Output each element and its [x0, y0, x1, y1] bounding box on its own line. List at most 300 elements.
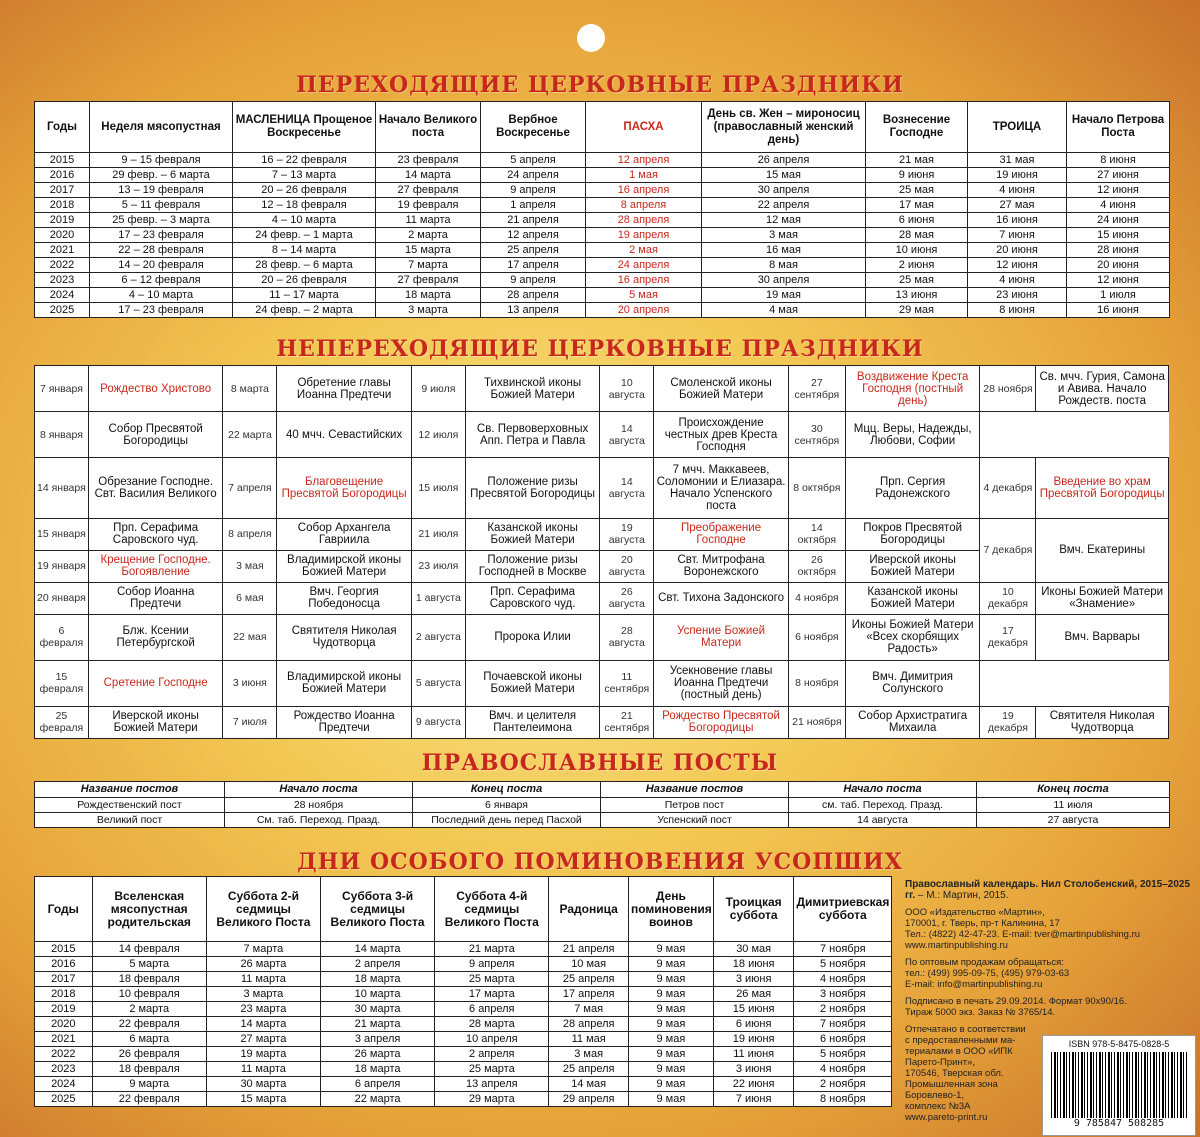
commemoration-cell: 26 мая: [713, 987, 794, 1002]
commemoration-cell: 2 апреля: [320, 957, 434, 972]
feast-date: 10 декабря: [980, 582, 1036, 614]
feast-date: 15 февраля: [35, 660, 89, 706]
feast-name: Введение во храм Пресвятой Богородицы: [1036, 458, 1169, 518]
feast-date: 11 сентября: [600, 660, 654, 706]
commemoration-cell: 2 ноября: [794, 1002, 892, 1017]
movable-cell: 15 марта: [376, 243, 481, 258]
commemoration-cell: 25 апреля: [549, 1062, 629, 1077]
movable-cell: 2021: [35, 243, 90, 258]
movable-cell: 2023: [35, 273, 90, 288]
feast-date: 14 октября: [788, 518, 845, 550]
movable-cell: 24 апреля: [481, 168, 586, 183]
commemoration-cell: 10 мая: [549, 957, 629, 972]
publisher-line: По оптовым продажам обращаться:: [905, 957, 1064, 968]
movable-cell: 4 июня: [968, 183, 1067, 198]
commemoration-header-cell: Димитриевская суббота: [794, 877, 892, 942]
commemoration-cell: 22 февраля: [92, 1092, 206, 1107]
feast-date: 1 августа: [411, 582, 465, 614]
feast-name: Покров Пресвятой Богородицы: [845, 518, 980, 550]
commemoration-cell: 7 ноября: [794, 942, 892, 957]
commemoration-header-cell: Троицкая суббота: [713, 877, 794, 942]
feast-name: Сретение Господне: [88, 660, 223, 706]
commemoration-cell: 14 марта: [206, 1017, 320, 1032]
feast-name: Собор Архистратига Михаила: [845, 706, 980, 738]
movable-cell: 5 – 11 февраля: [90, 198, 233, 213]
fasts-cell: 6 января: [413, 798, 601, 813]
movable-cell: 18 марта: [376, 288, 481, 303]
movable-cell: 6 июня: [866, 213, 968, 228]
fasts-cell: Рождественский пост: [35, 798, 225, 813]
commemoration-cell: 9 мая: [628, 1047, 713, 1062]
commemoration-cell: 2017: [35, 972, 93, 987]
fixed-feasts-table: [34, 365, 1169, 739]
feast-name: 40 мчч. Севастийских: [277, 412, 412, 458]
feast-name: Происхождение честных древ Креста Господня: [654, 412, 789, 458]
feast-date: 30 сентября: [788, 412, 845, 458]
movable-header-cell: МАСЛЕНИЦА Прощеное Воскресенье: [233, 102, 376, 153]
table-row: [35, 228, 1170, 243]
commemoration-header-cell: Годы: [35, 877, 93, 942]
fasts-header-cell: Начало поста: [789, 782, 977, 798]
commemoration-cell: 6 апреля: [435, 1002, 549, 1017]
movable-header-cell: Вербное Воскресенье: [481, 102, 586, 153]
table-row: [35, 518, 1169, 550]
movable-cell: 11 – 17 марта: [233, 288, 376, 303]
movable-cell: 19 февраля: [376, 198, 481, 213]
table-row: [35, 1077, 892, 1092]
commemoration-cell: 22 июня: [713, 1077, 794, 1092]
feast-name: Свт. Митрофана Воронежского: [654, 550, 789, 582]
commemoration-header-cell: День поминовения воинов: [628, 877, 713, 942]
commemoration-cell: 21 марта: [435, 942, 549, 957]
table-row: [35, 366, 1169, 412]
barcode-digits: 9 785847 508285: [1073, 1118, 1165, 1129]
commemoration-cell: 4 ноября: [794, 972, 892, 987]
feast-name: Собор Иоанна Предтечи: [88, 582, 223, 614]
publisher-line: Парето-Принт»,: [905, 1057, 975, 1068]
feast-name: Обрезание Господне. Свт. Василия Великого: [88, 458, 223, 518]
fasts-cell: 14 августа: [789, 813, 977, 828]
movable-cell: 16 – 22 февраля: [233, 153, 376, 168]
feast-name: Иконы Божией Матери «Всех скорбящих Радость»: [845, 614, 980, 660]
movable-cell: 27 февраля: [376, 273, 481, 288]
commemoration-cell: 10 февраля: [92, 987, 206, 1002]
table-row: [35, 987, 892, 1002]
movable-cell: 24 апреля: [586, 258, 702, 273]
feast-date: 21 сентября: [600, 706, 654, 738]
movable-cell: 12 апреля: [481, 228, 586, 243]
movable-cell: 21 мая: [866, 153, 968, 168]
movable-cell: 29 февр. – 6 марта: [90, 168, 233, 183]
commemoration-cell: 5 марта: [92, 957, 206, 972]
feast-date: 4 декабря: [980, 458, 1036, 518]
feast-date: 7 января: [35, 366, 89, 412]
isbn-number: ISBN 978-5-8475-0828-5: [1068, 1039, 1170, 1049]
table-row: [35, 1002, 892, 1017]
feast-date: 2 августа: [411, 614, 465, 660]
feast-date: 12 июля: [411, 412, 465, 458]
table-row: [35, 1032, 892, 1047]
table-row: [35, 258, 1170, 273]
movable-cell: 20 апреля: [586, 303, 702, 318]
commemoration-header-cell: Суббота 3-й седмицы Великого Поста: [320, 877, 434, 942]
movable-cell: 24 февр. – 1 марта: [233, 228, 376, 243]
commemoration-cell: 3 марта: [206, 987, 320, 1002]
feast-date: 21 ноября: [788, 706, 845, 738]
commemoration-cell: 3 ноября: [794, 987, 892, 1002]
movable-header-cell: Начало Петрова Поста: [1067, 102, 1170, 153]
feast-name: Казанской иконы Божией Матери: [845, 582, 980, 614]
feast-name: Усекновение главы Иоанна Предтечи (постный день): [654, 660, 789, 706]
publisher-line: ООО «Издательство «Мартин»,: [905, 907, 1045, 918]
publisher-line: тел.: (499) 995-09-75, (495) 979-03-63: [905, 968, 1070, 979]
movable-cell: 10 июня: [866, 243, 968, 258]
commemoration-cell: 23 марта: [206, 1002, 320, 1017]
commemoration-cell: 18 марта: [320, 1062, 434, 1077]
commemoration-cell: 3 июня: [713, 1062, 794, 1077]
feast-name: Прп. Серафима Саровского чуд.: [88, 518, 223, 550]
movable-cell: 11 марта: [376, 213, 481, 228]
movable-cell: 24 февр. – 2 марта: [233, 303, 376, 318]
feast-name: Положение ризы Господней в Москве: [465, 550, 600, 582]
table-row: [35, 458, 1169, 518]
feast-date: 15 июля: [411, 458, 465, 518]
movable-cell: 3 марта: [376, 303, 481, 318]
movable-cell: 30 апреля: [702, 273, 866, 288]
feast-name: Вмч. Екатерины: [1036, 518, 1169, 582]
feast-date: 21 июля: [411, 518, 465, 550]
feast-name: Казанской иконы Божией Матери: [465, 518, 600, 550]
fasts-cell: 27 августа: [977, 813, 1170, 828]
fasts-header-cell: Конец поста: [413, 782, 601, 798]
publisher-line: Подписано в печать 29.09.2014. Формат 90х90/16.: [905, 996, 1127, 1007]
commemoration-cell: 9 мая: [628, 1077, 713, 1092]
movable-header-cell: День св. Жен – мироносиц (православный женский день): [702, 102, 866, 153]
feast-name: Мцц. Веры, Надежды, Любови, Софии: [845, 412, 980, 458]
movable-cell: 25 мая: [866, 273, 968, 288]
table-row: [35, 198, 1170, 213]
movable-cell: 2017: [35, 183, 90, 198]
movable-cell: 16 апреля: [586, 273, 702, 288]
commemoration-cell: 27 марта: [206, 1032, 320, 1047]
publisher-line: 170546, Тверская обл.: [905, 1068, 1004, 1079]
commemoration-table: [34, 876, 892, 1107]
fasts-cell: См. таб. Переход. Празд.: [225, 813, 413, 828]
fasts-header-cell: Начало поста: [225, 782, 413, 798]
feast-date: 8 марта: [223, 366, 277, 412]
movable-cell: 13 апреля: [481, 303, 586, 318]
fasts-cell: Петров пост: [601, 798, 789, 813]
commemoration-cell: 9 мая: [628, 1002, 713, 1017]
feast-name: Иверской иконы Божией Матери: [845, 550, 980, 582]
movable-cell: 2019: [35, 213, 90, 228]
commemoration-cell: 4 ноября: [794, 1062, 892, 1077]
table-row: [35, 957, 892, 972]
commemoration-cell: 11 мая: [549, 1032, 629, 1047]
feast-date: 23 июля: [411, 550, 465, 582]
table-row: [35, 614, 1169, 660]
feast-name: Благовещение Пресвятой Богородицы: [277, 458, 412, 518]
feast-date: 19 января: [35, 550, 89, 582]
feast-name: Прп. Сергия Радонежского: [845, 458, 980, 518]
publisher-line: Боровлево-1,: [905, 1090, 965, 1101]
table-row: [35, 1062, 892, 1077]
movable-cell: 8 мая: [702, 258, 866, 273]
commemoration-cell: 7 ноября: [794, 1017, 892, 1032]
movable-cell: 8 июня: [968, 303, 1067, 318]
commemoration-cell: 28 апреля: [549, 1017, 629, 1032]
commemoration-cell: 18 февраля: [92, 1062, 206, 1077]
table-row: [35, 412, 1169, 458]
commemoration-cell: 11 марта: [206, 972, 320, 987]
movable-cell: 27 февраля: [376, 183, 481, 198]
fasts-header-cell: Название постов: [601, 782, 789, 798]
commemoration-cell: 2020: [35, 1017, 93, 1032]
movable-cell: 15 мая: [702, 168, 866, 183]
feast-date: 20 августа: [600, 550, 654, 582]
movable-cell: 12 апреля: [586, 153, 702, 168]
movable-cell: 4 – 10 марта: [233, 213, 376, 228]
feast-name: Рождество Пресвятой Богородицы: [654, 706, 789, 738]
commemoration-cell: 9 апреля: [435, 957, 549, 972]
commemoration-cell: 6 июня: [713, 1017, 794, 1032]
movable-cell: 20 – 26 февраля: [233, 183, 376, 198]
feast-date: 6 февраля: [35, 614, 89, 660]
movable-header-cell: ПАСХА: [586, 102, 702, 153]
feast-name: Владимирской иконы Божией Матери: [277, 660, 412, 706]
feast-name: Св. мчч. Гурия, Самона и Авива. Начало Рождеств. поста: [1036, 366, 1169, 412]
movable-cell: 31 мая: [968, 153, 1067, 168]
commemoration-title: ДНИ ОСОБОГО ПОМИНОВЕНИЯ УСОПШИХ: [297, 849, 903, 875]
feast-date: 5 августа: [411, 660, 465, 706]
movable-cell: 26 апреля: [702, 153, 866, 168]
movable-cell: 3 мая: [702, 228, 866, 243]
commemoration-cell: 7 мая: [549, 1002, 629, 1017]
fasts-cell: 28 ноября: [225, 798, 413, 813]
movable-cell: 2018: [35, 198, 90, 213]
movable-cell: 8 июня: [1067, 153, 1170, 168]
fasts-cell: Последний день перед Пасхой: [413, 813, 601, 828]
feast-date: 8 ноября: [788, 660, 845, 706]
feast-date: 25 февраля: [35, 706, 89, 738]
movable-cell: 15 июня: [1067, 228, 1170, 243]
feast-date: 3 июня: [223, 660, 277, 706]
table-row: [35, 153, 1170, 168]
commemoration-cell: 7 марта: [206, 942, 320, 957]
commemoration-cell: 2 ноября: [794, 1077, 892, 1092]
feast-name: 7 мчч. Маккавеев, Соломонии и Елиазара. Начало Успенского поста: [654, 458, 789, 518]
table-row: [35, 243, 1170, 258]
feast-date: 7 июля: [223, 706, 277, 738]
table-row: [35, 798, 1170, 813]
commemoration-cell: 2019: [35, 1002, 93, 1017]
commemoration-cell: 21 апреля: [549, 942, 629, 957]
movable-cell: 9 – 15 февраля: [90, 153, 233, 168]
movable-cell: 8 – 14 марта: [233, 243, 376, 258]
commemoration-cell: 5 ноября: [794, 1047, 892, 1062]
commemoration-cell: 25 апреля: [549, 972, 629, 987]
hanging-hole: [577, 24, 605, 52]
fasts-table: [34, 781, 1170, 828]
commemoration-cell: 28 марта: [435, 1017, 549, 1032]
commemoration-cell: 3 апреля: [320, 1032, 434, 1047]
commemoration-cell: 2 апреля: [435, 1047, 549, 1062]
commemoration-cell: 26 февраля: [92, 1047, 206, 1062]
table-row: [35, 288, 1170, 303]
commemoration-cell: 22 февраля: [92, 1017, 206, 1032]
movable-cell: 2016: [35, 168, 90, 183]
commemoration-cell: 14 мая: [549, 1077, 629, 1092]
movable-cell: 16 июня: [968, 213, 1067, 228]
movable-cell: 19 мая: [702, 288, 866, 303]
commemoration-cell: 14 февраля: [92, 942, 206, 957]
movable-header-cell: Начало Великого поста: [376, 102, 481, 153]
feast-name: Прп. Серафима Саровского чуд.: [465, 582, 600, 614]
isbn-barcode: [1042, 1035, 1196, 1136]
movable-header-cell: Годы: [35, 102, 90, 153]
commemoration-cell: 17 апреля: [549, 987, 629, 1002]
feast-name: Крещение Господне. Богоявление: [88, 550, 223, 582]
publisher-line: Отпечатано в соответствии с предоставленными ма-: [905, 1024, 1026, 1046]
movable-cell: 17 апреля: [481, 258, 586, 273]
movable-cell: 1 мая: [586, 168, 702, 183]
commemoration-cell: 9 мая: [628, 1017, 713, 1032]
movable-cell: 7 – 13 марта: [233, 168, 376, 183]
feast-date: 17 декабря: [980, 614, 1036, 660]
feast-name: Святителя Николая Чудотворца: [277, 614, 412, 660]
commemoration-cell: 26 марта: [206, 957, 320, 972]
feast-date: 6 мая: [223, 582, 277, 614]
movable-cell: 5 апреля: [481, 153, 586, 168]
commemoration-cell: 2022: [35, 1047, 93, 1062]
movable-cell: 22 – 28 февраля: [90, 243, 233, 258]
feast-name: Смоленской иконы Божией Матери: [654, 366, 789, 412]
commemoration-header-cell: Суббота 4-й седмицы Великого Поста: [435, 877, 549, 942]
movable-cell: 12 – 18 февраля: [233, 198, 376, 213]
commemoration-cell: 9 мая: [628, 987, 713, 1002]
feast-name: Владимирской иконы Божией Матери: [277, 550, 412, 582]
movable-cell: 7 марта: [376, 258, 481, 273]
movable-cell: 17 – 23 февраля: [90, 228, 233, 243]
commemoration-cell: 18 марта: [320, 972, 434, 987]
movable-cell: 16 апреля: [586, 183, 702, 198]
commemoration-cell: 10 апреля: [435, 1032, 549, 1047]
commemoration-cell: 11 июня: [713, 1047, 794, 1062]
movable-cell: 6 – 12 февраля: [90, 273, 233, 288]
movable-cell: 25 февр. – 3 марта: [90, 213, 233, 228]
commemoration-cell: 29 марта: [435, 1092, 549, 1107]
commemoration-cell: 19 июня: [713, 1032, 794, 1047]
table-row: [35, 813, 1170, 828]
fixed-feasts-title: НЕПЕРЕХОДЯЩИЕ ЦЕРКОВНЫЕ ПРАЗДНИКИ: [276, 336, 924, 362]
commemoration-cell: 9 мая: [628, 957, 713, 972]
commemoration-cell: 2024: [35, 1077, 93, 1092]
commemoration-cell: 8 ноября: [794, 1092, 892, 1107]
commemoration-cell: 9 марта: [92, 1077, 206, 1092]
table-row: [35, 303, 1170, 318]
commemoration-cell: 18 февраля: [92, 972, 206, 987]
commemoration-cell: 17 марта: [435, 987, 549, 1002]
feast-name: Иконы Божией Матери «Знамение»: [1036, 582, 1169, 614]
table-row: [35, 582, 1169, 614]
feast-date: 7 апреля: [223, 458, 277, 518]
feast-date: 8 января: [35, 412, 89, 458]
commemoration-cell: 29 апреля: [549, 1092, 629, 1107]
publisher-line: комплекс №3А: [905, 1101, 971, 1112]
commemoration-cell: 6 марта: [92, 1032, 206, 1047]
movable-cell: 13 июня: [866, 288, 968, 303]
movable-cell: 12 мая: [702, 213, 866, 228]
movable-cell: 2020: [35, 228, 90, 243]
feast-name: Пророка Илии: [465, 614, 600, 660]
movable-cell: 25 мая: [866, 183, 968, 198]
commemoration-cell: 25 марта: [435, 972, 549, 987]
feast-name: Иверской иконы Божией Матери: [88, 706, 223, 738]
table-row: [35, 972, 892, 987]
commemoration-cell: 6 апреля: [320, 1077, 434, 1092]
commemoration-cell: 9 мая: [628, 1062, 713, 1077]
table-row: [35, 706, 1169, 738]
feast-date: 3 мая: [223, 550, 277, 582]
movable-cell: 23 июня: [968, 288, 1067, 303]
commemoration-cell: 2025: [35, 1092, 93, 1107]
commemoration-cell: 2015: [35, 942, 93, 957]
feast-name: Рождество Иоанна Предтечи: [277, 706, 412, 738]
movable-cell: 2015: [35, 153, 90, 168]
feast-name: Вмч. и целителя Пантелеимона: [465, 706, 600, 738]
commemoration-cell: 2023: [35, 1062, 93, 1077]
fasts-header-cell: Конец поста: [977, 782, 1170, 798]
movable-cell: 9 июня: [866, 168, 968, 183]
feast-name: Святителя Николая Чудотворца: [1036, 706, 1169, 738]
feast-name: Положение ризы Пресвятой Богородицы: [465, 458, 600, 518]
table-row: [35, 213, 1170, 228]
movable-cell: 16 июня: [1067, 303, 1170, 318]
feast-date: 22 марта: [223, 412, 277, 458]
publisher-line: www.martinpublishing.ru: [905, 940, 1008, 951]
fasts-title: ПРАВОСЛАВНЫЕ ПОСТЫ: [421, 750, 779, 776]
feast-date: 9 августа: [411, 706, 465, 738]
commemoration-cell: 11 марта: [206, 1062, 320, 1077]
fasts-header-cell: Название постов: [35, 782, 225, 798]
movable-cell: 23 февраля: [376, 153, 481, 168]
movable-cell: 29 мая: [866, 303, 968, 318]
publisher-line: www.pareto-print.ru: [905, 1112, 988, 1123]
commemoration-cell: 15 июня: [713, 1002, 794, 1017]
feast-name: Вмч. Димитрия Солунского: [845, 660, 980, 706]
movable-cell: 4 июня: [1067, 198, 1170, 213]
movable-cell: 22 апреля: [702, 198, 866, 213]
commemoration-cell: 2016: [35, 957, 93, 972]
commemoration-cell: 2021: [35, 1032, 93, 1047]
movable-header-cell: ТРОИЦА: [968, 102, 1067, 153]
movable-cell: 24 июня: [1067, 213, 1170, 228]
movable-cell: 4 июня: [968, 273, 1067, 288]
publisher-line: Тел.: (4822) 42-47-23. E-mail: tver@martinpublishing.ru: [905, 929, 1141, 940]
table-row: [35, 942, 892, 957]
commemoration-cell: 26 марта: [320, 1047, 434, 1062]
feast-name: Свт. Тихона Задонского: [654, 582, 789, 614]
feast-date: 28 ноября: [980, 366, 1036, 412]
feast-name: Воздвижение Креста Господня (постный день): [845, 366, 980, 412]
commemoration-cell: 30 марта: [320, 1002, 434, 1017]
commemoration-cell: 9 мая: [628, 942, 713, 957]
movable-cell: 28 апреля: [586, 213, 702, 228]
feast-date: 15 января: [35, 518, 89, 550]
feast-date: 9 июля: [411, 366, 465, 412]
movable-cell: 8 апреля: [586, 198, 702, 213]
movable-cell: 30 апреля: [702, 183, 866, 198]
